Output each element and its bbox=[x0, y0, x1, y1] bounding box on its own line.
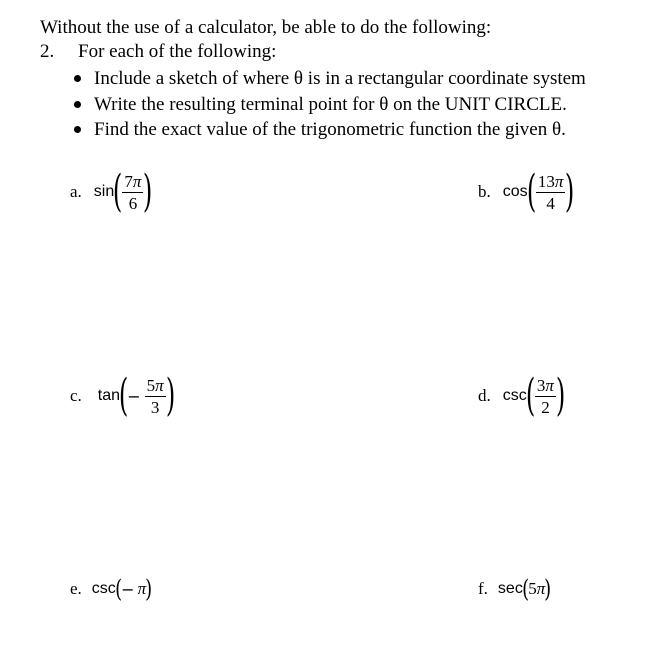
left-paren: ( bbox=[118, 370, 129, 421]
problem-label: d. bbox=[478, 386, 491, 405]
problem-f bbox=[478, 577, 551, 601]
function-name: sec bbox=[497, 580, 523, 597]
problem-label: c. bbox=[70, 386, 82, 405]
right-paren: ) bbox=[565, 166, 575, 217]
question-number: 2. bbox=[40, 41, 55, 62]
numerator: 7π bbox=[124, 171, 142, 191]
numerator: 5π bbox=[146, 375, 164, 395]
denominator: 2 bbox=[541, 397, 550, 417]
left-paren: ( bbox=[526, 166, 536, 217]
bullet-item: Write the resulting terminal point for θ on the UNIT CIRCLE. bbox=[72, 92, 586, 118]
problem-label: a. bbox=[70, 182, 82, 201]
question-2-header bbox=[40, 40, 276, 64]
numerator: 3π bbox=[536, 375, 554, 395]
instruction-bullets bbox=[72, 66, 586, 143]
problem-a bbox=[70, 166, 153, 217]
right-paren: ) bbox=[544, 575, 552, 603]
instructions-heading: Without the use of a calculator, be able to do the following: bbox=[40, 17, 492, 38]
left-paren: ( bbox=[522, 575, 530, 603]
fraction bbox=[535, 376, 556, 417]
right-paren: ) bbox=[143, 166, 153, 217]
argument: 5π bbox=[528, 579, 546, 598]
negative-sign: − bbox=[121, 579, 135, 599]
problem-d bbox=[478, 370, 566, 421]
function-name: csc bbox=[91, 580, 116, 597]
problem-e bbox=[70, 577, 151, 601]
denominator: 4 bbox=[546, 193, 555, 213]
fraction bbox=[536, 172, 566, 213]
problem-c bbox=[70, 370, 175, 421]
negative-sign: − bbox=[127, 386, 141, 406]
bullet-item: Include a sketch of where θ is in a rectangular coordinate system bbox=[72, 66, 586, 92]
fraction bbox=[122, 172, 143, 213]
left-paren: ( bbox=[113, 166, 123, 217]
function-name: tan bbox=[97, 387, 121, 404]
problem-label: f. bbox=[478, 579, 488, 598]
argument: π bbox=[137, 579, 147, 598]
left-paren: ( bbox=[525, 370, 536, 421]
fraction bbox=[145, 376, 166, 417]
problem-label: e. bbox=[70, 579, 82, 598]
question-prompt: For each of the following: bbox=[78, 41, 277, 62]
function-name: csc bbox=[502, 387, 527, 404]
right-paren: ) bbox=[165, 370, 175, 421]
right-paren: ) bbox=[145, 575, 153, 603]
left-paren: ( bbox=[114, 575, 122, 603]
function-name: sin bbox=[93, 183, 115, 200]
bullet-icon bbox=[74, 75, 81, 82]
bullet-icon bbox=[74, 101, 81, 108]
bullet-icon bbox=[74, 126, 81, 133]
numerator: 13π bbox=[537, 171, 564, 191]
right-paren: ) bbox=[555, 370, 566, 421]
function-name: cos bbox=[502, 183, 528, 200]
denominator: 6 bbox=[128, 193, 138, 213]
problem-label: b. bbox=[478, 182, 491, 201]
bullet-item: Find the exact value of the trigonometric function the given θ. bbox=[72, 117, 586, 143]
denominator: 3 bbox=[150, 397, 160, 417]
problem-b bbox=[478, 166, 575, 217]
